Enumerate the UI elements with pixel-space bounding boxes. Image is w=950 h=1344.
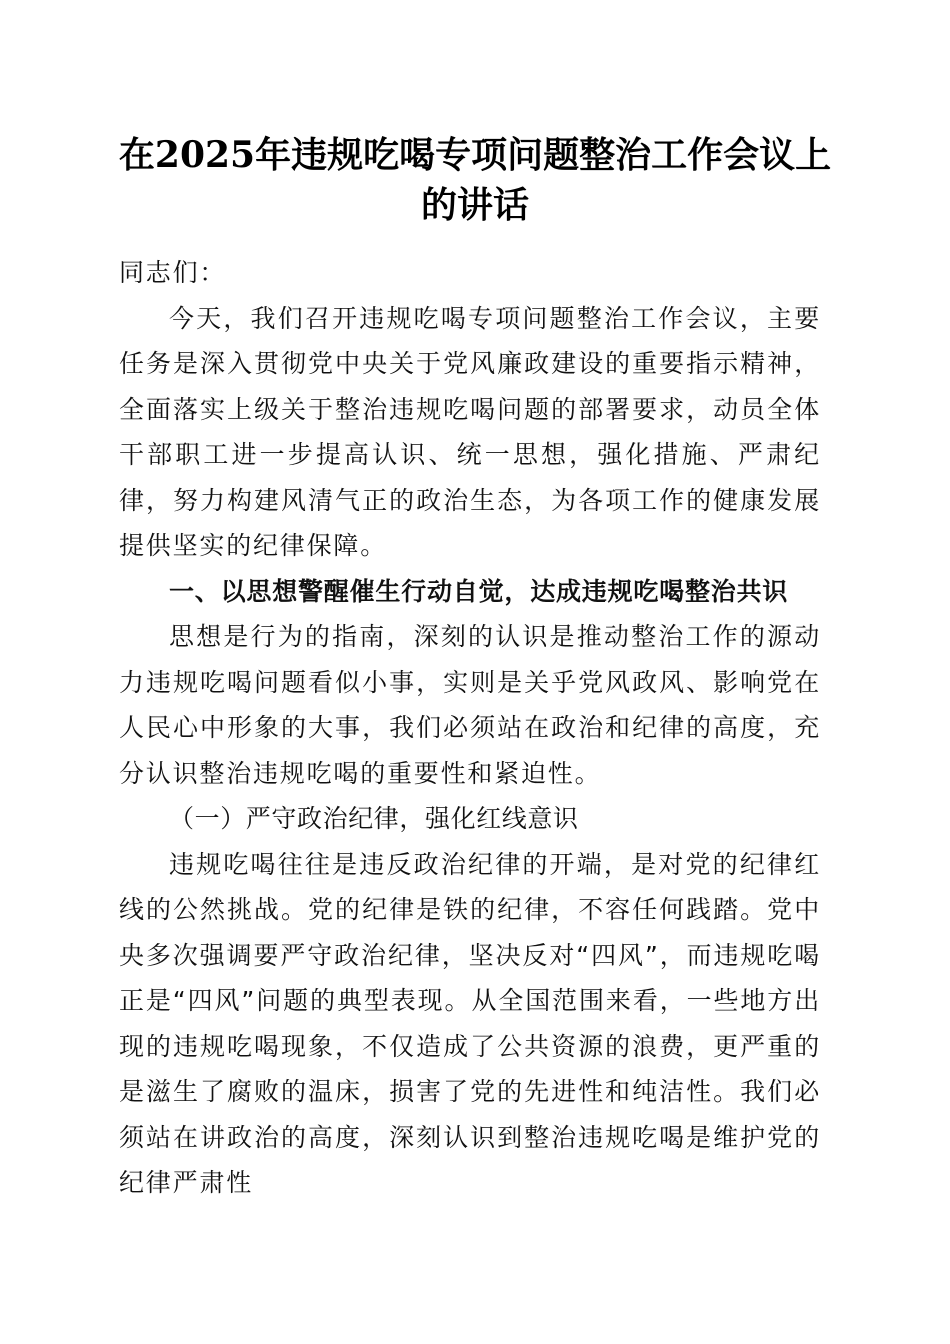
subsection-1-heading: （一）严守政治纪律，强化红线意识 (169, 804, 579, 833)
subsection-1-paragraph: 违规吃喝往往是违反政治纪律的开端，是对党的纪律红线的公然挑战。党的纪律是铁的纪律，不容任何践踏。党中央多次强调要严守政治纪律，坚决反对“四风”，而违规吃喝正是“四风”问题的典型表现。从全国范围来看，一些地方出现的违规吃喝现象，不仅造成了公共资源的浪费，更严重的是滋生了腐败的温床，损害了党的先进性和纯洁性。我们必须站在讲政治的高度，深刻认识到整治违规吃喝是维护党的纪律严肃性 (119, 849, 821, 1197)
document-title: 在2025年违规吃喝专项问题整治工作会议上的讲话 (118, 134, 832, 226)
section-1-paragraph: 思想是行为的指南，深刻的认识是推动整治工作的源动力违规吃喝问题看似小事，实则是关乎党风政风、影响党在人民心中形象的大事，我们必须站在政治和纪律的高度，充分认识整治违规吃喝的重要性和紧迫性。 (119, 622, 821, 788)
intro-paragraph: 今天，我们召开违规吃喝专项问题整治工作会议，主要任务是深入贯彻党中央关于党风廉政建设的重要指示精神，全面落实上级关于整治违规吃喝问题的部署要求，动员全体干部职工进一步提高认识、统一思想，强化措施、严肃纪律，努力构建风清气正的政治生态，为各项工作的健康发展提供坚实的纪律保障。 (119, 303, 821, 560)
section-1-heading: 一、以思想警醒催生行动自觉，达成违规吃喝整治共识 (169, 576, 789, 606)
salutation: 同志们： (119, 258, 227, 287)
document-body (119, 250, 821, 1206)
